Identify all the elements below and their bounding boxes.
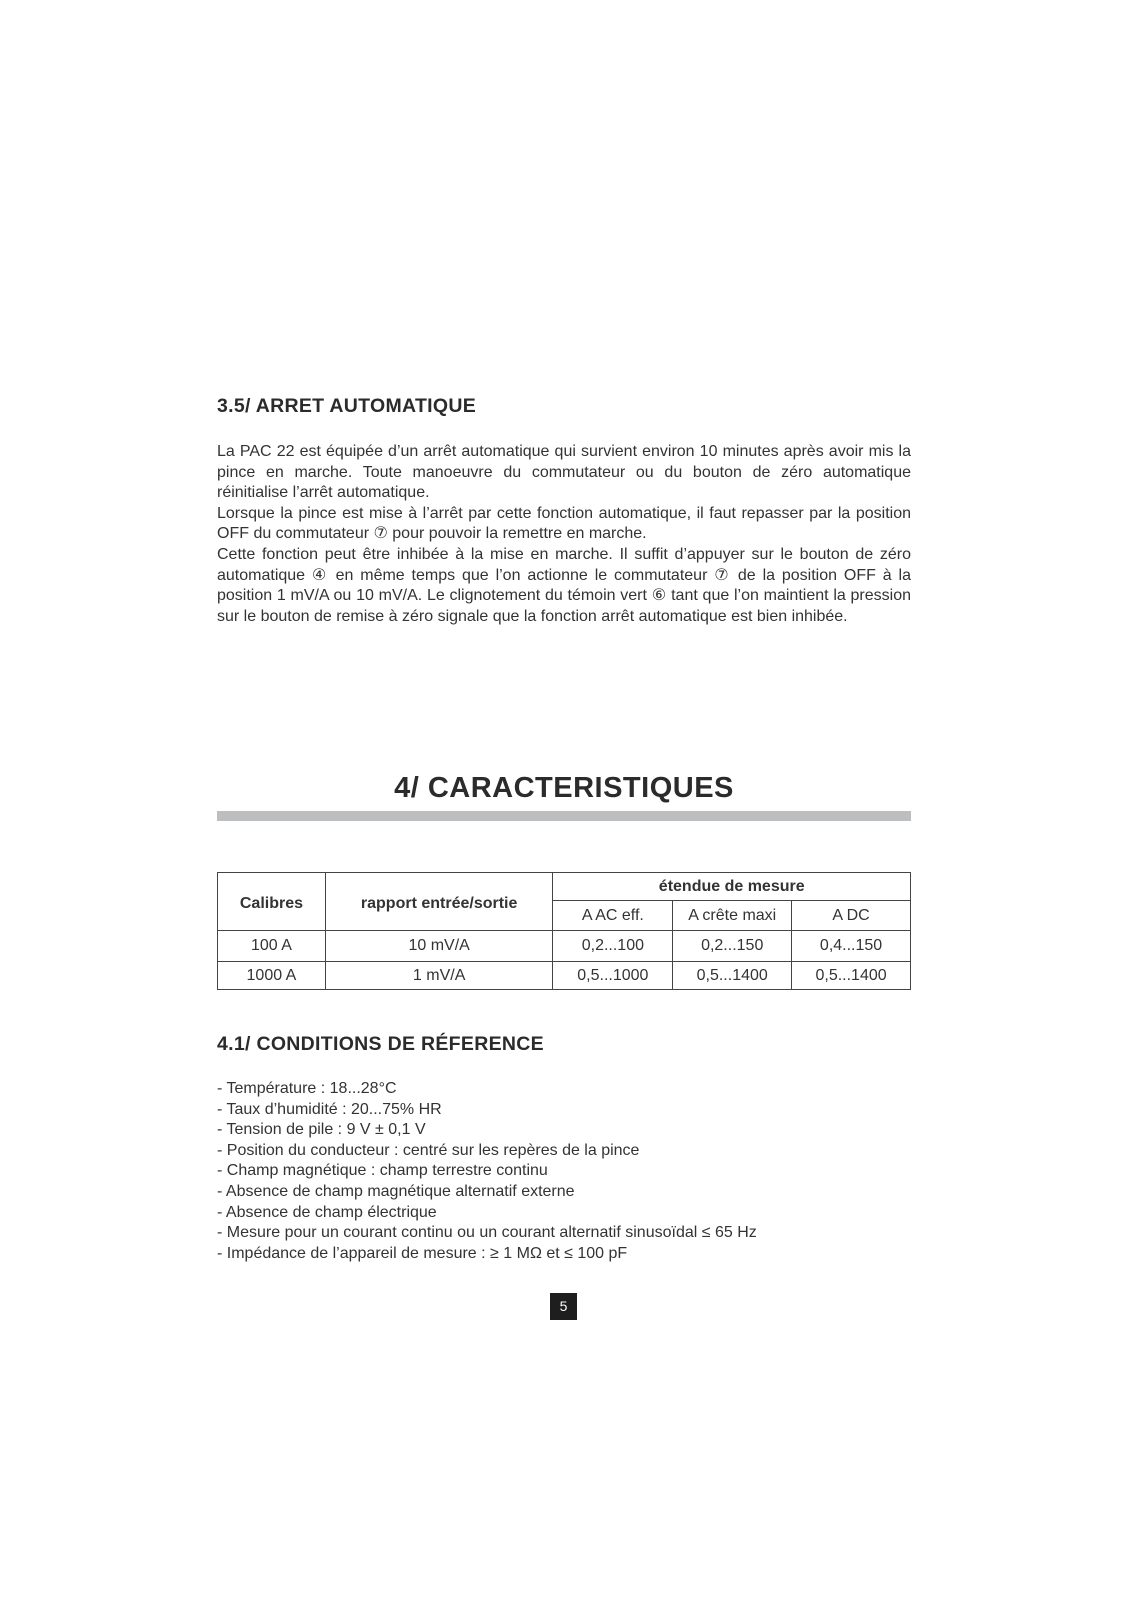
paragraph: Cette fonction peut être inhibée à la mise en marche. Il suffit d’appuyer sur le bouton de zéro automatique ④ en même temps que l’on actionne le commutateur ⑦ de la position OFF à la position 1 mV/A ou 10 mV/A. Le clignotement du témoin vert ⑥ tant que l’on maintient la pression sur le bouton de remise à zéro signale que la fonction arrêt automatique est bien inhibée.: [217, 545, 911, 625]
table-cell: 0,4...150: [792, 931, 911, 962]
table-cell: 10 mV/A: [325, 931, 553, 962]
list-item: - Absence de champ magnétique alternatif externe: [217, 1182, 575, 1200]
header-measurement-range: étendue de mesure: [553, 873, 911, 901]
table-row: [218, 931, 911, 962]
table-cell: 0,2...100: [553, 931, 673, 962]
list-item: - Tension de pile : 9 V ± 0,1 V: [217, 1121, 426, 1139]
section-heading-auto-off: 3.5/ ARRET AUTOMATIQUE: [217, 395, 477, 417]
table-header-row: [218, 873, 911, 901]
header-calibres: Calibres: [218, 873, 326, 931]
list-item: - Impédance de l’appareil de mesure : ≥ 1 MΩ et ≤ 100 pF: [217, 1244, 628, 1262]
table-cell: 0,5...1000: [553, 962, 673, 990]
list-item: - Mesure pour un courant continu ou un courant alternatif sinusoïdal ≤ 65 Hz: [217, 1224, 757, 1242]
paragraph: Lorsque la pince est mise à l’arrêt par cette fonction automatique, il faut repasser par la position OFF du commutateur ⑦ pour pouvoir la remettre en marche.: [217, 504, 911, 543]
header-ratio: rapport entrée/sortie: [325, 873, 553, 931]
list-item: - Température : 18...28°C: [217, 1080, 397, 1097]
specifications-table: [217, 872, 911, 990]
page-number-badge: 5: [550, 1293, 577, 1320]
table-cell: 0,5...1400: [792, 962, 911, 990]
list-item: - Taux d’humidité : 20...75% HR: [217, 1100, 442, 1118]
table-cell: 1000 A: [218, 962, 326, 990]
table-cell: 0,2...150: [673, 931, 792, 962]
paragraph: La PAC 22 est équipée d’un arrêt automatique qui survient environ 10 minutes après avoir mis la pince en marche. Toute manoeuvre du commutateur ou du bouton de zéro automatique réinitialise l’arrêt automatique.: [217, 443, 911, 502]
list-item: - Champ magnétique : champ terrestre continu: [217, 1162, 548, 1180]
table-cell: 1 mV/A: [325, 962, 553, 990]
list-item: - Absence de champ électrique: [217, 1203, 437, 1221]
chapter-title: 4/ CARACTERISTIQUES: [394, 772, 734, 804]
title-underline-bar: [217, 811, 911, 821]
subheader-ac-rms: A AC eff.: [553, 901, 673, 931]
auto-off-description: [217, 442, 911, 627]
subheader-peak-max: A crête maxi: [673, 901, 792, 931]
reference-conditions-list: [217, 1079, 917, 1264]
subheader-dc: A DC: [792, 901, 911, 931]
section-heading-reference-conditions: 4.1/ CONDITIONS DE RÉFERENCE: [217, 1033, 544, 1055]
table-cell: 100 A: [218, 931, 326, 962]
list-item: - Position du conducteur : centré sur les repères de la pince: [217, 1141, 640, 1159]
table-cell: 0,5...1400: [673, 962, 792, 990]
table-row: [218, 962, 911, 990]
